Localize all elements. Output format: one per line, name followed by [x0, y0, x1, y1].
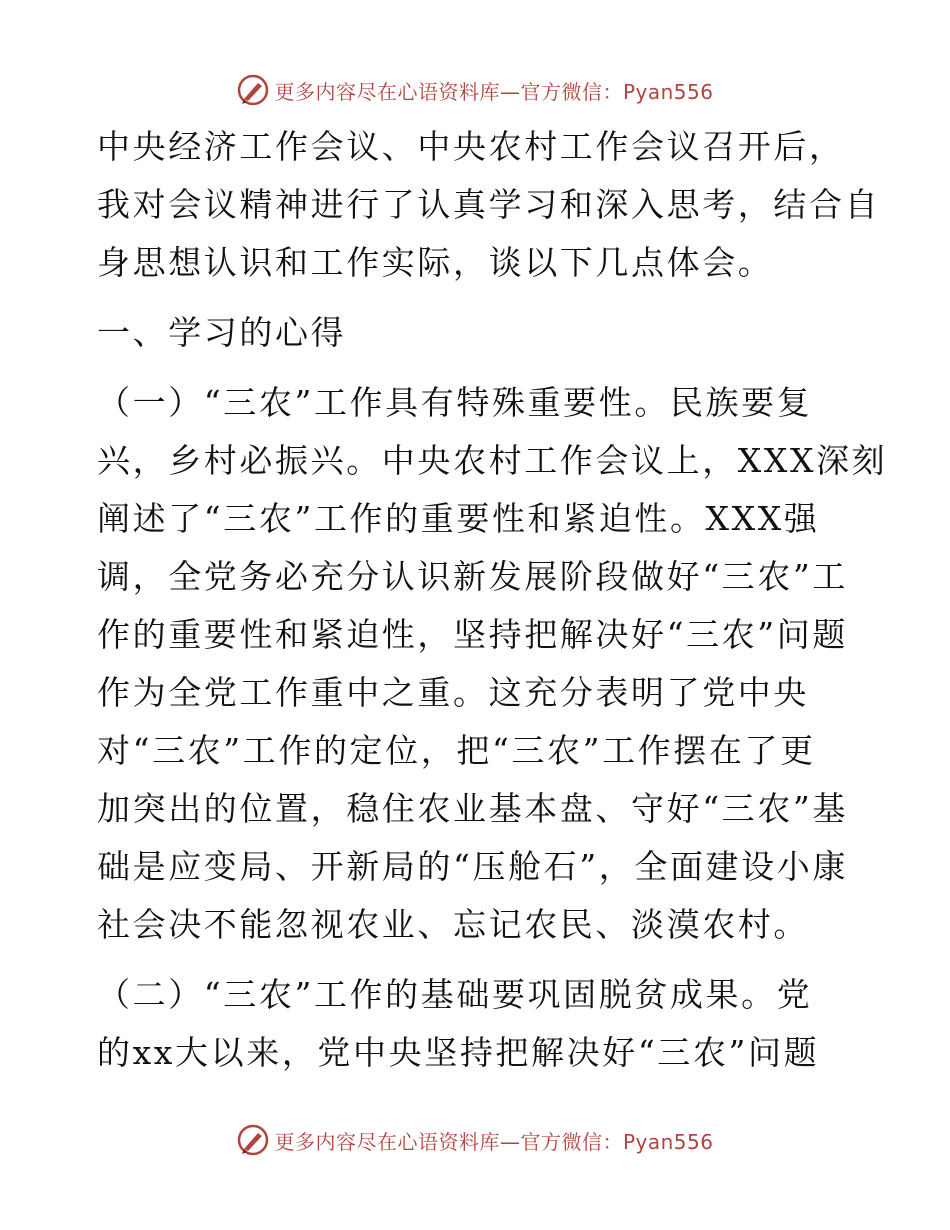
- paragraph-point-one: [97, 374, 888, 954]
- section-heading: [97, 304, 867, 362]
- pen-circle-logo-icon: [236, 1123, 270, 1157]
- watermark-text: 更多内容尽在心语资料库—官方微信：Pyan556: [274, 1129, 714, 1154]
- paragraph-intro: [97, 118, 881, 292]
- text-line: （一）“三农”工作具有特殊重要性。民族要复: [97, 383, 813, 422]
- text-line: （二）“三农”工作的基础要巩固脱贫成果。党: [97, 975, 813, 1014]
- document-body: [97, 118, 888, 1082]
- text-line: 身思想认识和工作实际，谈以下几点体会。: [97, 243, 774, 282]
- text-line: 作为全党工作重中之重。这充分表明了党中央: [97, 673, 809, 712]
- text-line: 中央经济工作会议、中央农村工作会议召开后，: [97, 127, 845, 166]
- pen-circle-logo-icon: [236, 73, 270, 107]
- heading-line: 一、学习的心得: [97, 313, 347, 352]
- text-line: 作的重要性和紧迫性，坚持把解决好“三农”问题: [97, 615, 848, 654]
- text-line: 阐述了“三农”工作的重要性和紧迫性。XXX强: [97, 499, 820, 538]
- text-line: 我对会议精神进行了认真学习和深入思考，结合自: [97, 185, 881, 224]
- footer-watermark: [0, 1120, 950, 1160]
- text-line: 础是应变局、开新局的“压舱石”，全面建设小康: [97, 847, 848, 886]
- text-line: 调，全党务必充分认识新发展阶段做好“三农”工: [97, 557, 848, 596]
- text-line: 社会决不能忽视农业、忘记农民、淡漠农村。: [97, 905, 809, 944]
- text-line: 的xx大以来，党中央坚持把解决好“三农”问题: [97, 1033, 820, 1072]
- watermark-text: 更多内容尽在心语资料库—官方微信：Pyan556: [274, 79, 714, 104]
- text-line: 兴，乡村必振兴。中央农村工作会议上，XXX深刻: [97, 441, 888, 480]
- header-watermark: [0, 70, 950, 110]
- text-line: 加突出的位置，稳住农业基本盘、守好“三农”基: [97, 789, 848, 828]
- text-line: 对“三农”工作的定位，把“三农”工作摆在了更: [97, 731, 816, 770]
- paragraph-point-two: [97, 966, 867, 1082]
